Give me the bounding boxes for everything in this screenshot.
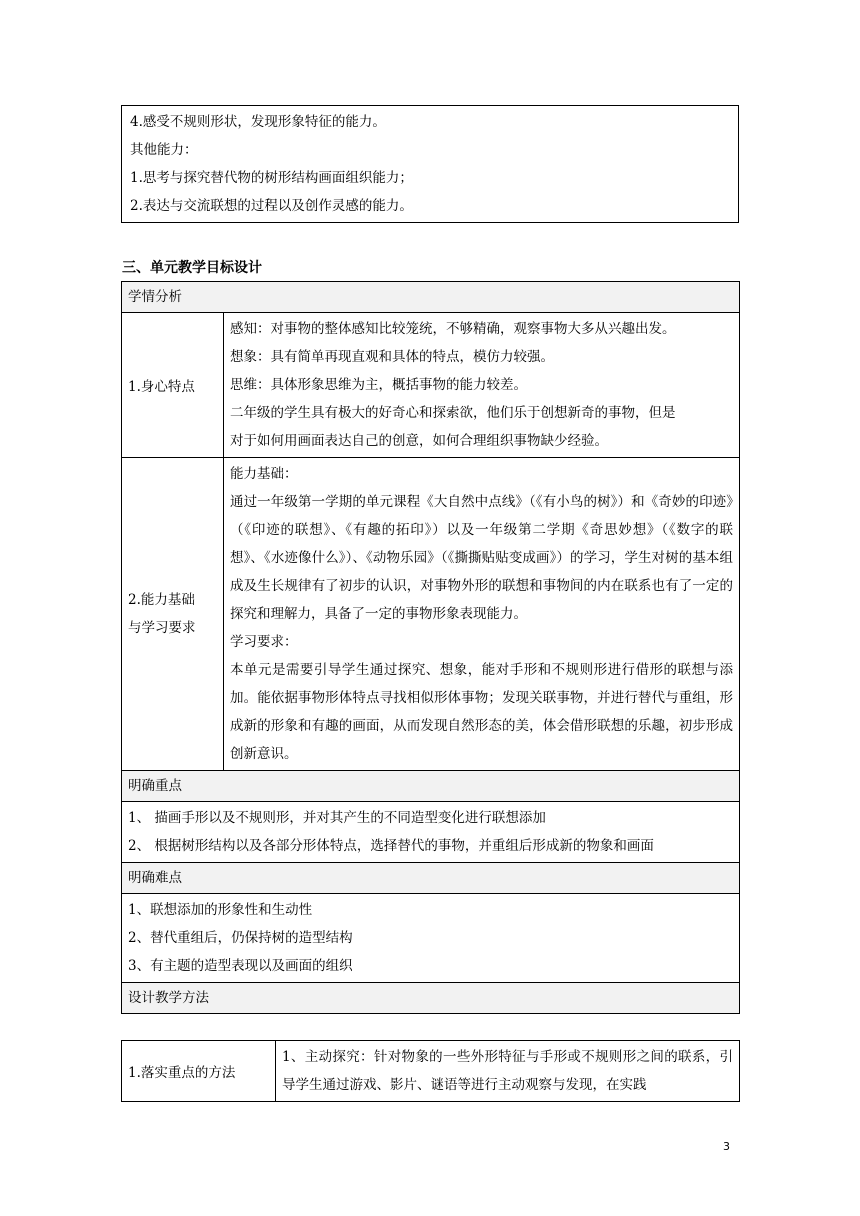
abilities-table bbox=[121, 105, 739, 223]
difficulties-header: 明确难点 bbox=[122, 863, 740, 894]
difficulty: 2、替代重组后，仍保持树的造型结构 bbox=[128, 930, 353, 946]
key-points-cell bbox=[122, 802, 740, 863]
difficulty: 1、联想添加的形象性和生动性 bbox=[128, 902, 313, 918]
table-row bbox=[122, 863, 740, 894]
table-row bbox=[122, 983, 740, 1014]
text-line: 想象：具有简单再现直观和具体的特点，模仿力较强。 bbox=[230, 349, 554, 365]
methods-label: 1.落实重点的方法 bbox=[122, 1041, 276, 1102]
text-line: 二年级的学生具有极大的好奇心和探索欲，他们乐于创想新奇的事物，但是 bbox=[230, 405, 676, 421]
difficulties-cell bbox=[122, 894, 740, 983]
page-number: 3 bbox=[723, 1140, 730, 1153]
text-line: 2.表达与交流联想的过程以及创作灵感的能力。 bbox=[130, 198, 413, 214]
table-row bbox=[122, 313, 740, 458]
label-line: 2.能力基础 bbox=[128, 592, 195, 608]
key-point: 2、 根据树形结构以及各部分形体特点，选择替代的事物，并重组后形成新的物象和画面 bbox=[128, 838, 654, 854]
ability-basis-content bbox=[224, 458, 740, 771]
unit-objectives-table bbox=[121, 281, 740, 1014]
text-line: 感知：对事物的整体感知比较笼统，不够精确，观察事物大多从兴趣出发。 bbox=[230, 321, 676, 337]
table-row bbox=[122, 282, 740, 313]
section-title: 三、单元教学目标设计 bbox=[122, 260, 262, 276]
table-row bbox=[122, 894, 740, 983]
methods-text: 1、主动探究：针对物象的一些外形特征与手形或不规则形之间的联系，引导学生通过游戏、影片、谜语等进行主动观察与发现，在实践 bbox=[282, 1049, 733, 1093]
abilities-cell bbox=[122, 106, 739, 223]
methods-header: 设计教学方法 bbox=[122, 983, 740, 1014]
ability-basis-label bbox=[122, 458, 224, 771]
table-row bbox=[122, 458, 740, 771]
requirement-title: 学习要求： bbox=[230, 634, 298, 650]
table-row bbox=[122, 802, 740, 863]
table-row bbox=[122, 106, 739, 223]
requirement-text: 本单元是需要引导学生通过探究、想象，能对手形和不规则形进行借形的联想与添加。能依据事物形体特点寻找相似形体事物；发现关联事物，并进行替代与重组，形成新的形象和有趣的画面，从而发现自然形态的美，体会借形联想的乐趣，初步形成创新意识。 bbox=[230, 662, 733, 762]
ability-text: 通过一年级第一学期的单元课程《大自然中点线》（《有小鸟的树》）和《奇妙的印迹》（《印迹的联想》、《有趣的拓印》）以及一年级第二学期《奇思妙想》（《数字的联想》、《水迹像什么》）、《动物乐园》（《撕撕贴贴变成画》）的学习，学生对树的基本组成及生长规律有了初步的认识，对事物外形的联想和事物间的内在联系也有了一定的探究和理解力，具备了一定的事物形象表现能力。 bbox=[230, 494, 733, 622]
key-points-header: 明确重点 bbox=[122, 771, 740, 802]
table-row bbox=[122, 1041, 740, 1102]
physical-mental-content bbox=[224, 313, 740, 458]
student-analysis-header: 学情分析 bbox=[122, 282, 740, 313]
table-row bbox=[122, 771, 740, 802]
difficulty: 3、有主题的造型表现以及画面的组织 bbox=[128, 958, 353, 974]
methods-content bbox=[276, 1041, 740, 1102]
physical-mental-label: 1.身心特点 bbox=[122, 313, 224, 458]
key-point: 1、 描画手形以及不规则形，并对其产生的不同造型变化进行联想添加 bbox=[128, 810, 546, 826]
methods-table bbox=[121, 1040, 740, 1102]
text-line: 4.感受不规则形状，发现形象特征的能力。 bbox=[130, 114, 386, 130]
text-line: 其他能力： bbox=[130, 142, 198, 158]
text-line: 1.思考与探究替代物的树形结构画面组织能力； bbox=[130, 170, 413, 186]
ability-title: 能力基础： bbox=[230, 466, 298, 482]
text-line: 对于如何用画面表达自己的创意，如何合理组织事物缺少经验。 bbox=[230, 433, 608, 449]
label-line: 与学习要求 bbox=[128, 620, 196, 636]
text-line: 思维：具体形象思维为主，概括事物的能力较差。 bbox=[230, 377, 527, 393]
